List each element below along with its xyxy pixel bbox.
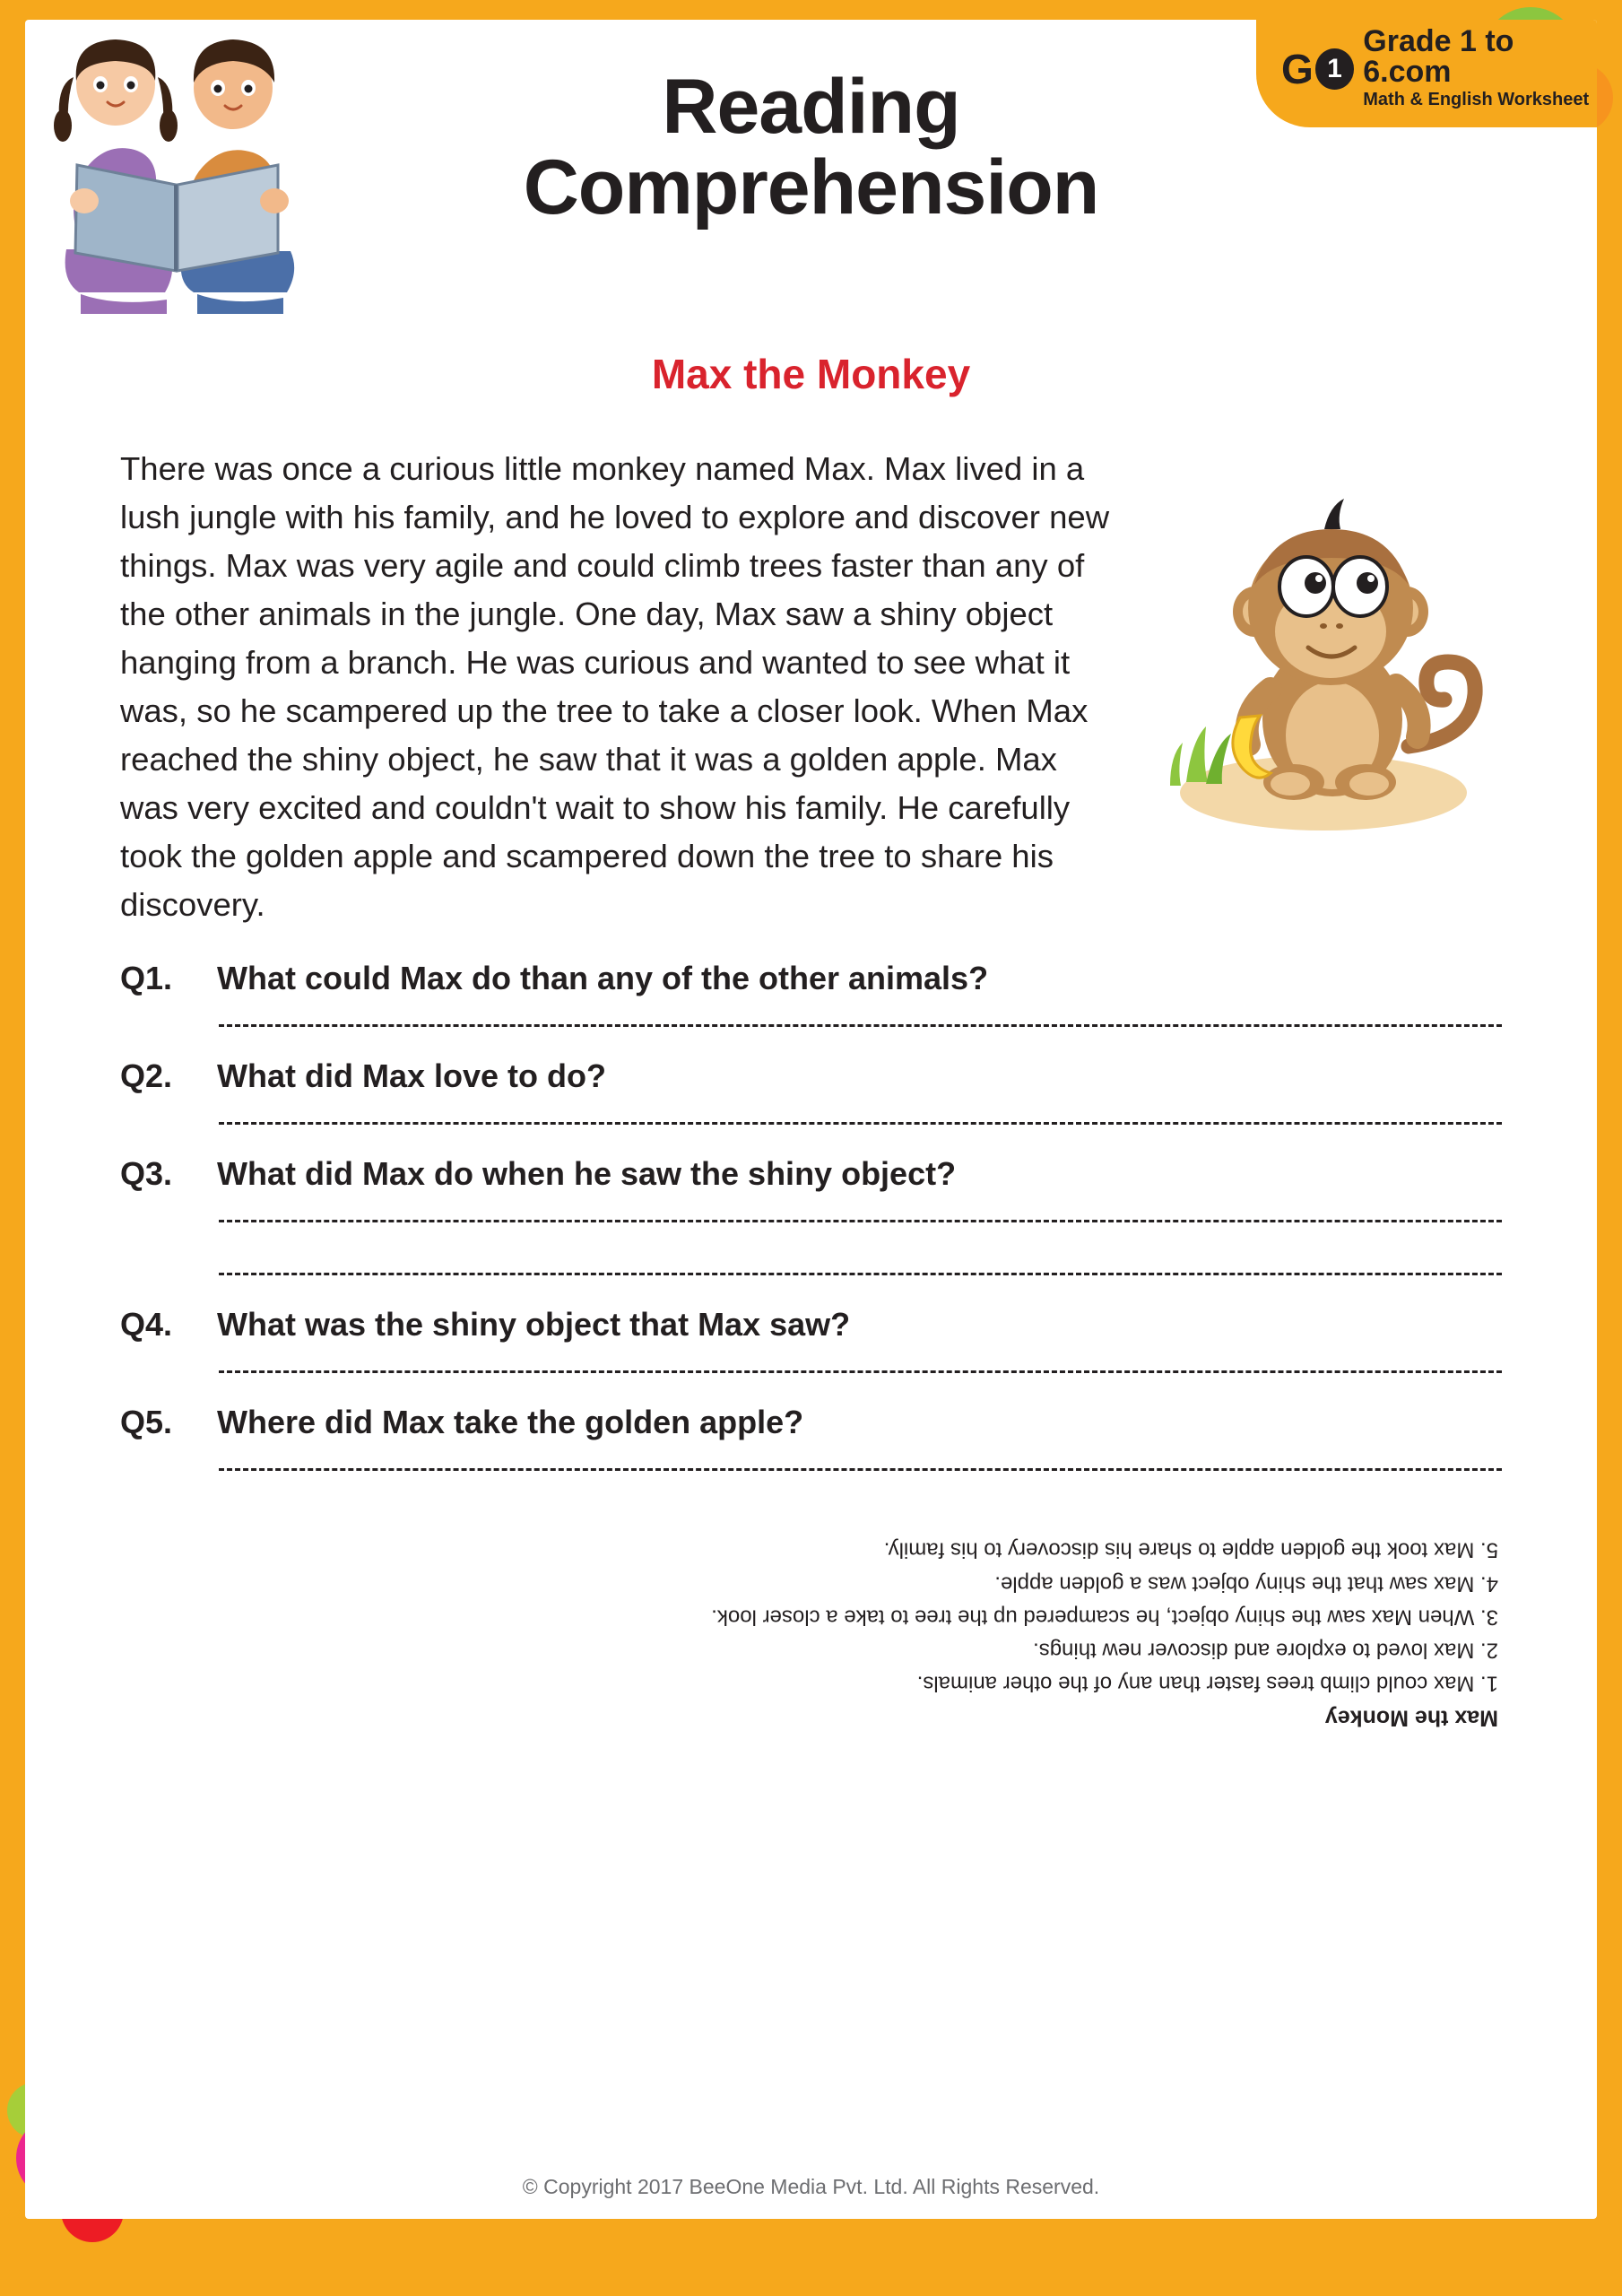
monkey-illustration	[1140, 477, 1507, 845]
questions-section	[120, 960, 1502, 1471]
question-row	[120, 1404, 1502, 1441]
logo-circle-number: 1	[1315, 48, 1354, 90]
answer-key-item: 4. Max saw that the shiny object was a golden apple.	[994, 1571, 1498, 1596]
answer-key-item: 1. Max could climb trees faster than any of the other animals.	[916, 1672, 1498, 1697]
question-text: Where did Max take the golden apple?	[217, 1404, 804, 1441]
answer-line[interactable]	[219, 1370, 1502, 1373]
story-title: Max the Monkey	[651, 351, 971, 397]
answer-key-item: 5. Max took the golden apple to share his discovery to his family.	[883, 1538, 1498, 1563]
answer-line[interactable]	[219, 1220, 1502, 1222]
question-number: Q4.	[120, 1306, 173, 1344]
answer-line[interactable]	[219, 1122, 1502, 1125]
page-title-line2: Comprehension	[523, 144, 1099, 231]
question-row	[120, 1155, 1502, 1193]
logo-g-letter: G	[1281, 46, 1314, 92]
answer-key-title: Max the Monkey	[1324, 1705, 1498, 1731]
passage-text: There was once a curious little monkey named Max. Max lived in a lush jungle with his family, and he loved to explore and discover new things. Max was very agile and could climb trees faster than any of the other animals in the jungle. One day, Max saw a shiny object hanging from a branch. He was curious and wanted to see what it was, so he scampered up the tree to take a closer look. When Max reached the shiny object, he saw that it was a golden apple. Max was very excited and couldn't wait to show his family. He carefully took the golden apple and scampered down the tree to share his discovery.	[120, 450, 1110, 924]
copyright-footer: © Copyright 2017 BeeOne Media Pvt. Ltd. All Rights Reserved.	[522, 2175, 1100, 2198]
answer-line[interactable]	[219, 1024, 1502, 1027]
page-title	[25, 66, 1597, 229]
question-number: Q5.	[120, 1404, 173, 1441]
answer-key	[124, 1534, 1498, 1735]
question-text: What could Max do than any of the other animals?	[217, 960, 989, 997]
question-text: What was the shiny object that Max saw?	[217, 1306, 851, 1344]
question-number: Q1.	[120, 960, 173, 997]
question-number: Q3.	[120, 1155, 173, 1193]
logo-main-text: Grade 1 to 6.com	[1363, 24, 1514, 89]
question-text: What did Max do when he saw the shiny object?	[217, 1155, 957, 1193]
logo-sub-text: Math & English Worksheet	[1363, 90, 1590, 109]
answer-line[interactable]	[219, 1468, 1502, 1471]
question-row	[120, 1057, 1502, 1095]
worksheet-header	[25, 20, 1597, 361]
page-title-line1: Reading	[662, 64, 960, 150]
question-number: Q2.	[120, 1057, 173, 1095]
question-text: What did Max love to do?	[217, 1057, 606, 1095]
answer-key-item: 2. Max loved to explore and discover new things.	[1033, 1638, 1498, 1663]
worksheet-sheet	[25, 20, 1597, 2219]
answer-key-item: 3. When Max saw the shiny object, he scampered up the tree to take a closer look.	[711, 1605, 1498, 1630]
question-row	[120, 960, 1502, 997]
answer-line[interactable]	[219, 1273, 1502, 1275]
question-row	[120, 1306, 1502, 1344]
passage-section	[120, 445, 1502, 929]
